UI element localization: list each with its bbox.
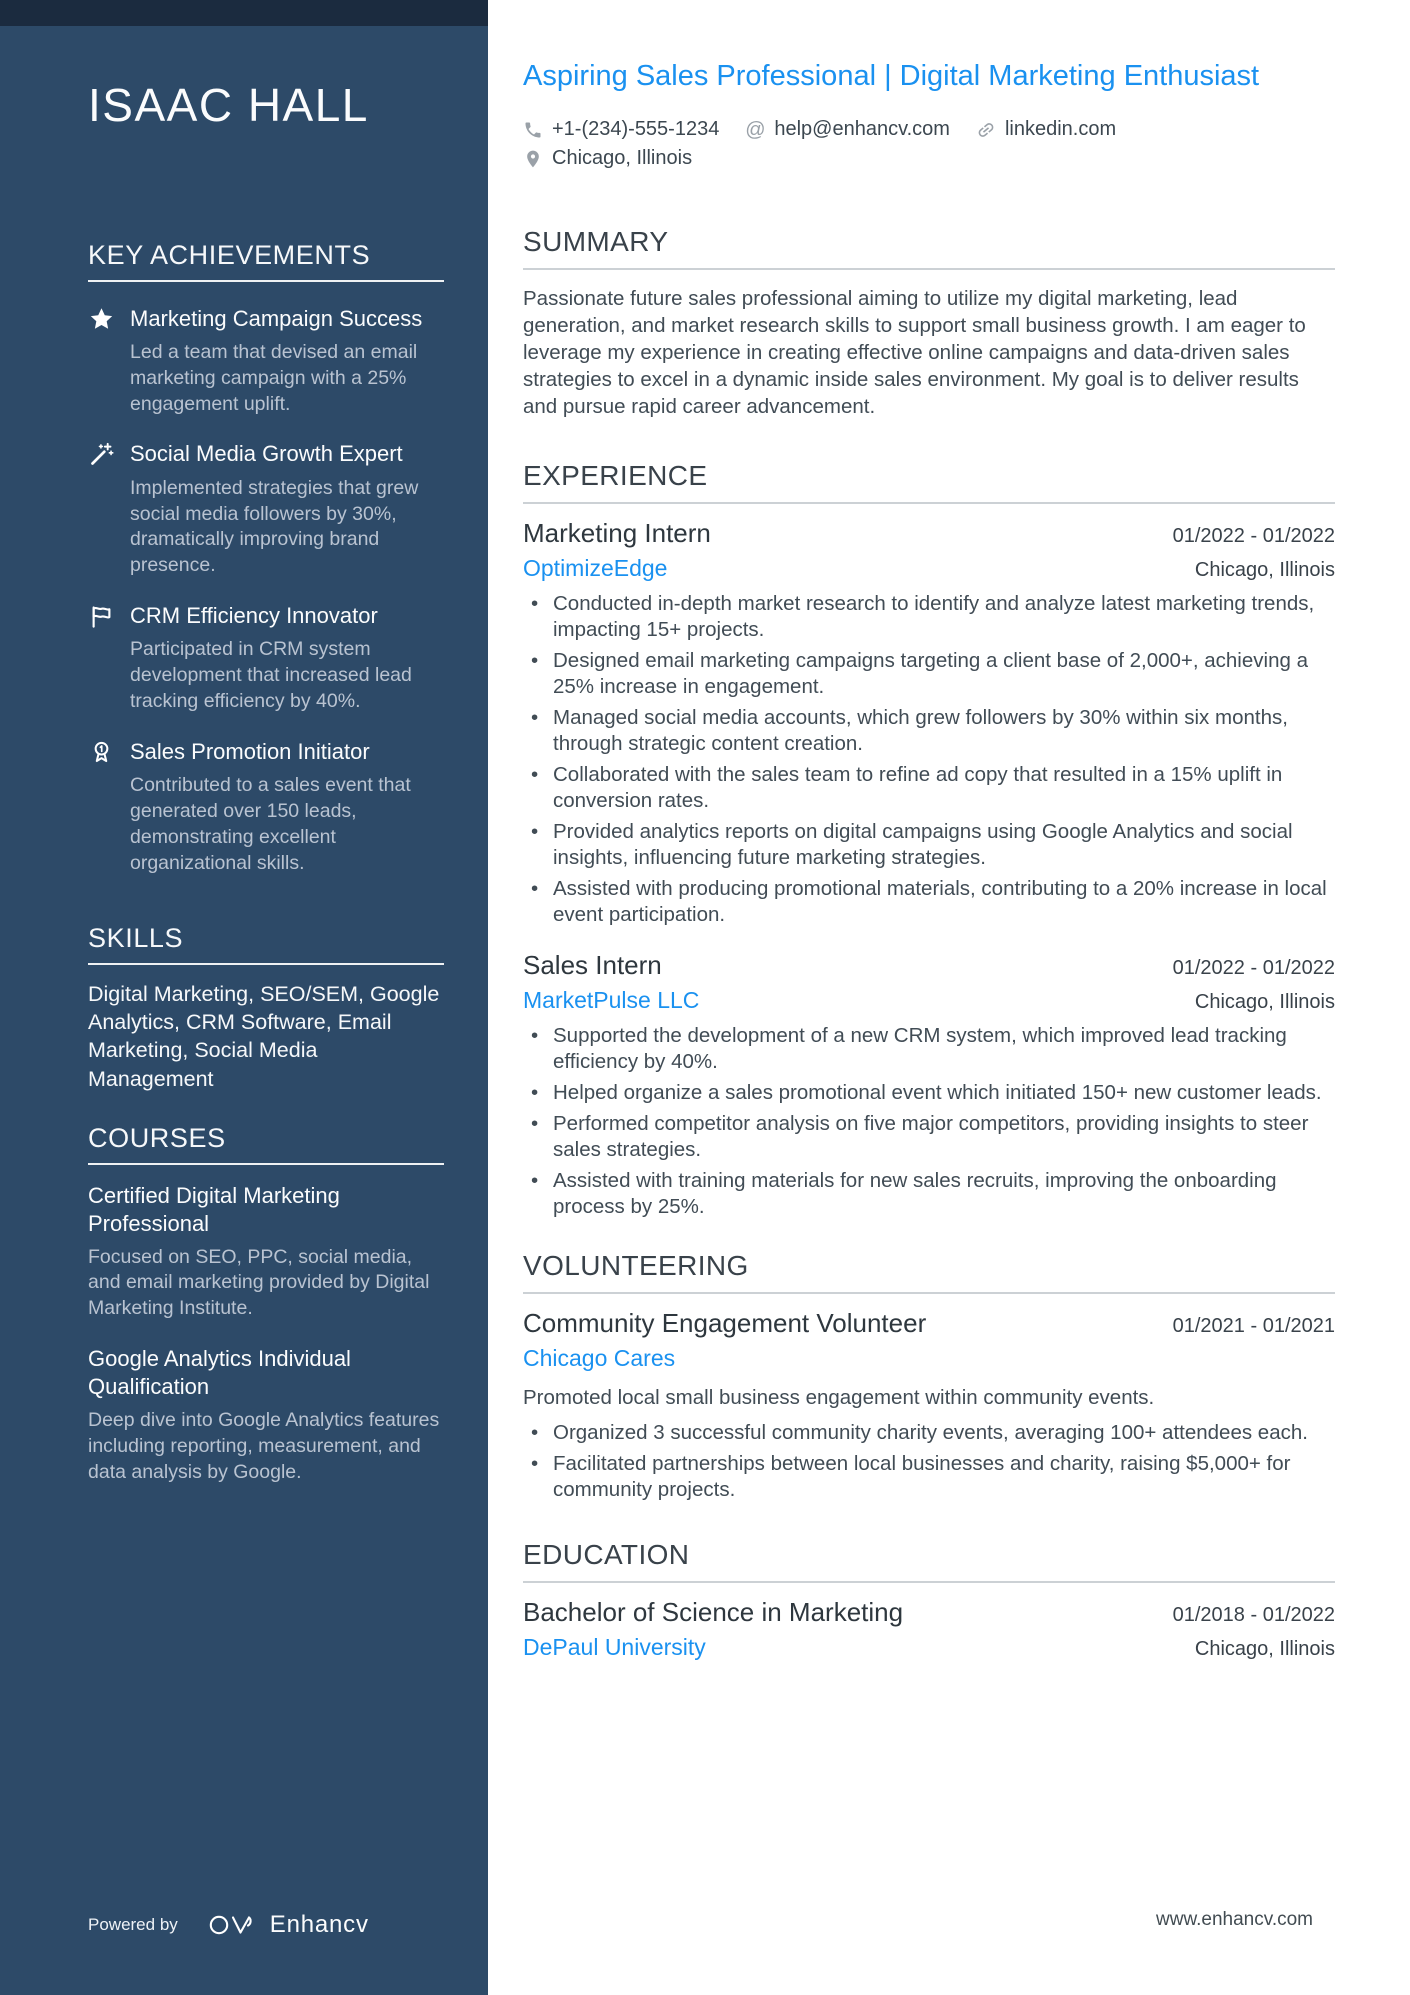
course-item [88,1182,444,1323]
link-icon [976,120,996,140]
phone-number: +1-(234)-555-1234 [552,118,720,141]
volunteering-heading: VOLUNTEERING [523,1250,749,1282]
job-title: Marketing Intern [523,518,711,549]
main-column [488,0,1410,1995]
achievement-title: Sales Promotion Initiator [130,739,370,765]
phone-icon [523,120,543,140]
job-location: Chicago, Illinois [1194,991,1335,1014]
course-description: Focused on SEO, PPC, social media, and email marketing provided by Digital Marketing Institute. [88,1245,430,1320]
school-name[interactable]: DePaul University [523,1634,706,1661]
achievement-item [88,305,444,418]
at-icon: @ [745,118,766,141]
location-text: Chicago, Illinois [552,147,693,170]
courses-section [88,1123,444,1486]
job-dates: 01/2022 - 01/2022 [1172,957,1335,980]
experience-entry [523,950,1335,1220]
location-row [523,147,1335,170]
job-bullet: • Performed competitor analysis on five major competitors, providing insights to steer sales strategies. [523,1111,1335,1163]
achievements-heading: KEY ACHIEVEMENTS [88,239,371,270]
volunteering-underline [523,1292,1335,1294]
experience-entry [523,518,1335,928]
skills-list: Digital Marketing, SEO/SEM, Google Analytics, CRM Software, Email Marketing, Social Media Management [88,982,440,1091]
job-title: Sales Intern [523,950,662,981]
star-icon [88,306,115,333]
achievement-item [88,602,444,715]
company-name[interactable]: OptimizeEdge [523,555,668,582]
course-description: Deep dive into Google Analytics features including reporting, measurement, and data analysis by Google. [88,1409,440,1484]
contact-row [523,118,1335,141]
skills-heading: SKILLS [88,923,184,954]
achievement-description: Implemented strategies that grew social media followers by 30%, dramatically improving brand presence. [130,476,419,577]
flag-icon [88,603,115,630]
degree-title: Bachelor of Science in Marketing [523,1597,904,1628]
job-location: Chicago, Illinois [1194,559,1335,582]
location-icon [523,149,543,169]
experience-underline [523,502,1335,504]
volunteer-dates: 01/2021 - 01/2021 [1172,1315,1335,1338]
job-bullet-list [523,591,1335,928]
enhancv-brand-name[interactable]: Enhancv [269,1911,369,1938]
job-bullet: • Helped organize a sales promotional event which initiated 150+ new customer leads. [523,1080,1335,1106]
job-bullet: • Collaborated with the sales team to refine ad copy that resulted in a 15% uplift in conversion rates. [523,762,1335,814]
achievement-title: Marketing Campaign Success [130,305,423,331]
achievement-description: Participated in CRM system development that increased lead tracking efficiency by 40%. [130,638,412,713]
job-bullet: • Assisted with producing promotional materials, contributing to a 20% increase in local event participation. [523,876,1335,928]
enhancv-website-url[interactable]: www.enhancv.com [1156,1909,1313,1930]
job-bullet: • Assisted with training materials for new sales recruits, improving the onboarding process by 25%. [523,1168,1335,1220]
link-url[interactable]: linkedin.com [1004,118,1117,141]
education-underline [523,1581,1335,1583]
achievement-title: CRM Efficiency Innovator [130,603,378,629]
enhancv-logo-icon[interactable] [208,1912,260,1938]
email-address[interactable]: help@enhancv.com [774,118,950,141]
job-bullet: • Managed social media accounts, which grew followers by 30% within six months, through strategic content creation. [523,705,1335,757]
achievement-title: Social Media Growth Expert [130,441,403,467]
course-item [88,1345,444,1486]
achievement-description: Contributed to a sales event that generated over 150 leads, demonstrating excellent organizational skills. [130,774,411,875]
phone-contact [523,118,719,141]
job-dates: 01/2022 - 01/2022 [1172,525,1335,548]
achievement-item [88,440,444,579]
sidebar [0,0,488,1995]
skills-underline [88,963,444,965]
achievement-item [88,738,444,877]
summary-text: Passionate future sales professional aiming to utilize my digital marketing, lead generation, and market research skills to support small business growth. I am eager to leverage my experience in creating effective online campaigns and data-driven sales strategies to excel in a dynamic inside sales environment. My goal is to deliver results and pursue rapid career advancement. [523,287,1306,419]
email-contact[interactable] [745,118,950,141]
powered-by-label: Powered by [88,1915,178,1934]
job-bullet: • Conducted in-depth market research to identify and analyze latest marketing trends, impacting 15+ projects. [523,591,1335,643]
skills-section [88,923,444,1093]
course-title: Certified Digital Marketing Professional [88,1182,340,1236]
volunteer-organization[interactable]: Chicago Cares [523,1345,676,1372]
volunteer-title: Community Engagement Volunteer [523,1308,927,1339]
person-name: ISAAC HALL [88,79,369,131]
medal-icon [88,739,115,766]
volunteer-bullet-list [523,1420,1335,1503]
courses-heading: COURSES [88,1122,226,1153]
job-bullet: • Designed email marketing campaigns targeting a client base of 2,000+, achieving a 25% increase in engagement. [523,648,1335,700]
achievement-description: Led a team that devised an email marketing campaign with a 25% engagement uplift. [130,340,418,415]
job-bullet: • Provided analytics reports on digital campaigns using Google Analytics and social insights, influencing future marketing strategies. [523,819,1335,871]
education-heading: EDUCATION [523,1539,690,1571]
volunteer-intro: Promoted local small business engagement within community events. [523,1386,1155,1410]
education-entry [523,1597,1335,1661]
education-dates: 01/2018 - 01/2022 [1172,1604,1335,1627]
job-bullet-list [523,1023,1335,1220]
experience-section [523,460,1335,1220]
volunteering-section [523,1250,1335,1503]
volunteer-bullet: • Facilitated partnerships between local businesses and charity, raising $5,000+ for community projects. [523,1451,1335,1503]
link-contact[interactable] [976,118,1116,141]
summary-heading: SUMMARY [523,226,669,258]
experience-heading: EXPERIENCE [523,460,708,492]
company-name[interactable]: MarketPulse LLC [523,987,700,1014]
education-location: Chicago, Illinois [1194,1638,1335,1661]
sidebar-top-band [0,0,488,26]
course-title: Google Analytics Individual Qualification [88,1346,351,1400]
location-contact [523,147,692,170]
achievements-underline [88,280,444,282]
sidebar-footer [88,1911,369,1939]
education-section [523,1539,1335,1661]
volunteer-bullet: • Organized 3 successful community charity events, averaging 100+ attendees each. [523,1420,1335,1446]
wand-icon [88,441,115,468]
courses-underline [88,1163,444,1165]
summary-section [523,226,1335,420]
headline-title: Aspiring Sales Professional | Digital Marketing Enthusiast [523,60,1260,92]
volunteering-entry [523,1308,1335,1503]
achievements-section [88,240,444,878]
job-bullet: • Supported the development of a new CRM system, which improved lead tracking efficiency by 40%. [523,1023,1335,1075]
summary-underline [523,268,1335,270]
